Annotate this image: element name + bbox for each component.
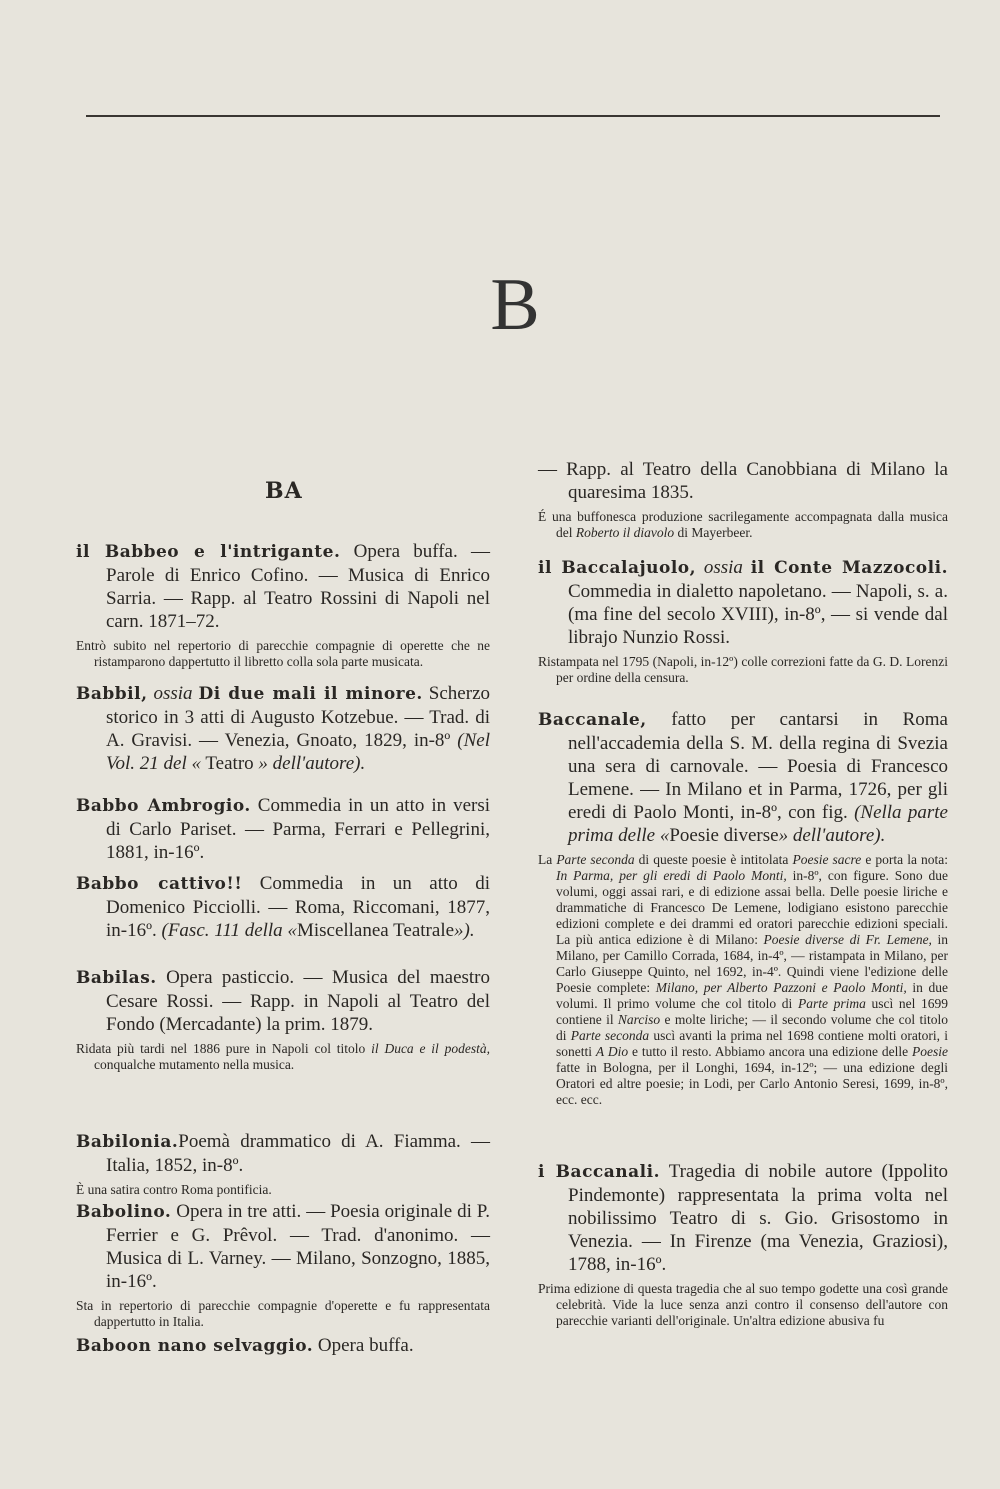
entry-text: in due volumi. Il primo volume che col titolo di — [556, 980, 948, 1011]
entry-text: Parte seconda — [556, 852, 635, 867]
entry-text: Parte seconda — [570, 1028, 650, 1043]
entry-text: A Dio — [595, 1044, 629, 1059]
entry-title: Baboon nano selvaggio. — [76, 1336, 314, 1356]
entry-text: Milano, per Alberto Pazzoni e Paolo Monti, — [655, 980, 907, 995]
entry-text: Sta in repertorio di parecchie compagnie d'operette e fu rappresentata dappertutto in Italia. — [76, 1298, 490, 1329]
entry-title: Babbo Ambrogio. — [76, 796, 251, 816]
entry-note — [538, 654, 948, 686]
entry-main — [538, 708, 948, 847]
entry-note — [76, 1182, 490, 1198]
entry-text: fatte in Bologna, per il Longhi, 1694, in-12º; — una edizione degli Oratori ed altre poesie; in Lodi, per Carlo Antonio Seresi, 1699, in-8º, ecc. ecc. — [556, 1060, 948, 1107]
entry-text: e molte liriche; — il secondo volume che col titolo di — [556, 1012, 948, 1043]
entry-babbo-ambrogio — [76, 794, 490, 864]
entry-text: Miscellanea Teatrale — [296, 920, 455, 941]
entry-text: Ristampata nel 1795 (Napoli, in-12º) colle correzioni fatte da G. D. Lorenzi per ordine della censura. — [538, 654, 948, 685]
entry-text: Commedia in un atto di Domenico Picciolli. — Roma, Riccomani, 1877, in-16º. — [106, 873, 490, 941]
entry-text: Opera pasticcio. — Musica del maestro Cesare Rossi. — Rapp. in Napoli al Teatro del Fondo (Mercadante) la prim. 1879. — [106, 967, 490, 1035]
entry-text: e tutto il resto. Abbiamo ancora una edizione delle — [628, 1044, 912, 1059]
entry-text: » dell'autore). — [258, 753, 366, 774]
entry-babilas — [76, 966, 490, 1073]
entry-title: Babbil, — [76, 684, 148, 704]
entry-main — [76, 794, 490, 864]
entry-text: Narciso — [617, 1012, 661, 1027]
entry-babolino — [76, 1200, 490, 1330]
entry-text: Prima edizione di questa tragedia che al suo tempo godette una così grande celebrità. Vide la luce senza anzi contro il consenso dell'autore con parecchie varianti dell'originale. Un'altra edizione abusiva fu — [538, 1281, 948, 1328]
entry-title: il Conte Mazzocoli. — [750, 558, 948, 578]
entry-babilonia — [76, 1130, 490, 1198]
entry-text: Teatro — [201, 753, 259, 774]
entry-text: (Nel Vol. 21 del « — [106, 730, 490, 774]
entry-text: ossia — [696, 557, 751, 578]
entry-main — [538, 1160, 948, 1276]
entry-text: Poesie diverse — [669, 825, 779, 846]
entry-title: Babolino. — [76, 1202, 172, 1222]
entry-babbo-cattivo — [76, 872, 490, 942]
entry-baccalajuolo — [538, 556, 948, 686]
entry-text: Opera buffa. — Parole di Enrico Cofino. — Musica di Enrico Sarria. — Rapp. al Teatro Rossini di Napoli nel carn. 1871–72. — [106, 541, 490, 632]
entry-text: in-8º, con figure. Sono due volumi, oggi assai rari, e di edizione assai bella. Delle poesie liriche e drammatiche di Francesco De Lemene, lodigiano esistono parecchie edizioni complete e dei drammi ed oratori parecchie edizioni speciali. La più antica edizione è di Milano: — [556, 868, 948, 947]
entry-title: Baccanale, — [538, 710, 647, 730]
entry-text: Commedia in un atto in versi di Carlo Pariset. — Parma, Ferrari e Pellegrini, 1881, in-16º. — [106, 795, 491, 863]
entry-text: La — [538, 852, 557, 867]
entry-title: il Baccalajuolo, — [538, 558, 697, 578]
entry-text: Opera buffa. — [313, 1335, 414, 1356]
entry-text: ossia — [147, 683, 199, 704]
entry-main — [76, 1130, 490, 1177]
entry-text: Poesie — [912, 1044, 948, 1059]
entry-text: Parte prima — [797, 996, 866, 1011]
entry-title: Babilonia. — [76, 1132, 179, 1152]
entry-text: in Milano, per Camillo Corrada, 1684, in-4º, — ristampata in Milano, per Carlo Giuseppe Quinto, nel 1692, in-4º. Quindi viene l'edizione delle Poesie complete: — [556, 932, 948, 995]
entry-text: fatto per cantarsi in Roma nell'accademia della S. M. della regina di Svezia una sera di carnovale. — Poesia di Francesco Lemene. — In Milano et in Parma, 1726, per gli eredi di Paolo Monti, in-8º, con fig. — [568, 709, 948, 823]
entry-text: — Rapp. al Teatro della Canobbiana di Milano la quaresima 1835. — [538, 459, 948, 503]
entry-title: Di due mali il minore. — [198, 684, 423, 704]
entry-babbeo — [76, 540, 490, 670]
entry-text: Poemà drammatico di A. Fiamma. — Italia, 1852, in-8º. — [106, 1131, 490, 1176]
entry-note — [76, 638, 490, 670]
entry-main — [538, 556, 948, 649]
entry-text: Opera in tre atti. — Poesia originale di P. Ferrier e G. Prêvol. — Trad. d'anonimo. — Musica di L. Varney. — Milano, Sonzogno, 1885, in-16º. — [106, 1201, 490, 1292]
entry-text: uscì avanti la prima nel 1698 contiene molti oratori, i sonetti — [556, 1028, 948, 1059]
entry-baccanali — [538, 1160, 948, 1329]
entry-text: (Fasc. 111 della « — [161, 920, 297, 941]
entry-text: (Nella parte prima delle « — [568, 802, 948, 846]
entry-text: di Mayerbeer. — [674, 525, 753, 540]
top-rule — [86, 115, 940, 117]
entry-text: Roberto il diavolo — [575, 525, 675, 540]
entry-note — [538, 509, 948, 541]
entry-title: Babilas. — [76, 968, 157, 988]
entry-text: Poesie diverse di Fr. Lemene, — [763, 932, 932, 947]
entry-main — [76, 1200, 490, 1293]
entry-text: In Parma, per gli eredi di Paolo Monti, — [556, 868, 787, 883]
entry-text: e porta la nota: — [861, 852, 948, 867]
entry-title: i Baccanali. — [538, 1162, 660, 1182]
entry-main — [76, 540, 490, 633]
entry-note — [538, 1281, 948, 1329]
entry-text: Commedia in dialetto napoletano. — Napoli, s. a. (ma fine del secolo XVIII), in-8º, — si vende dal librajo Nunzio Rossi. — [568, 581, 948, 648]
entry-title: il Babbeo e l'intrigante. — [76, 542, 341, 562]
entry-text: Scherzo storico in 3 atti di Augusto Kotzebue. — Trad. di A. Gravisi. — Venezia, Gnoato, 1829, in-8º — [106, 683, 490, 751]
entry-title: Babbo cattivo!! — [76, 874, 243, 894]
entry-rapp-canobbiana — [538, 458, 948, 541]
section-heading: BA — [265, 478, 303, 504]
entry-text: il Duca e il podestà, — [371, 1041, 491, 1056]
entry-text: Poesie sacre — [792, 852, 862, 867]
entry-text: Entrò subito nel repertorio di parecchie compagnie di operette che ne ristamparono dappertutto il libretto colla sola parte musicata. — [76, 638, 490, 669]
entry-main — [76, 682, 490, 775]
entry-main — [76, 872, 490, 942]
entry-note — [76, 1041, 490, 1073]
entry-text: È una satira contro Roma pontificia. — [76, 1182, 272, 1197]
entry-main — [76, 1334, 490, 1358]
entry-text: uscì nel 1699 contiene il — [556, 996, 948, 1027]
entry-note — [538, 852, 948, 1108]
entry-text: conqualche mutamento nella musica. — [94, 1057, 295, 1072]
entry-baccanale — [538, 708, 948, 1108]
entry-text: di queste poesie è intitolata — [634, 852, 793, 867]
entry-text: É una buffonesca produzione sacrilegamente accompagnata dalla musica del — [538, 509, 948, 540]
entry-note — [76, 1298, 490, 1330]
entry-text: »). — [454, 920, 475, 941]
entry-main — [538, 458, 948, 504]
entry-text: Ridata più tardi nel 1886 pure in Napoli col titolo — [76, 1041, 372, 1056]
entry-text: Tragedia di nobile autore (Ippolito Pindemonte) rappresentata la prima volta nel nobilissimo Teatro di s. Gio. Grisostomo in Venezia. — In Firenze (ma Venezia, Graziosi), 1788, in-16º. — [568, 1161, 949, 1275]
entry-babbil — [76, 682, 490, 775]
entry-main — [76, 966, 490, 1036]
letter-heading: B — [490, 264, 540, 346]
entry-text: » dell'autore). — [778, 825, 886, 846]
entry-baboon — [76, 1334, 490, 1358]
